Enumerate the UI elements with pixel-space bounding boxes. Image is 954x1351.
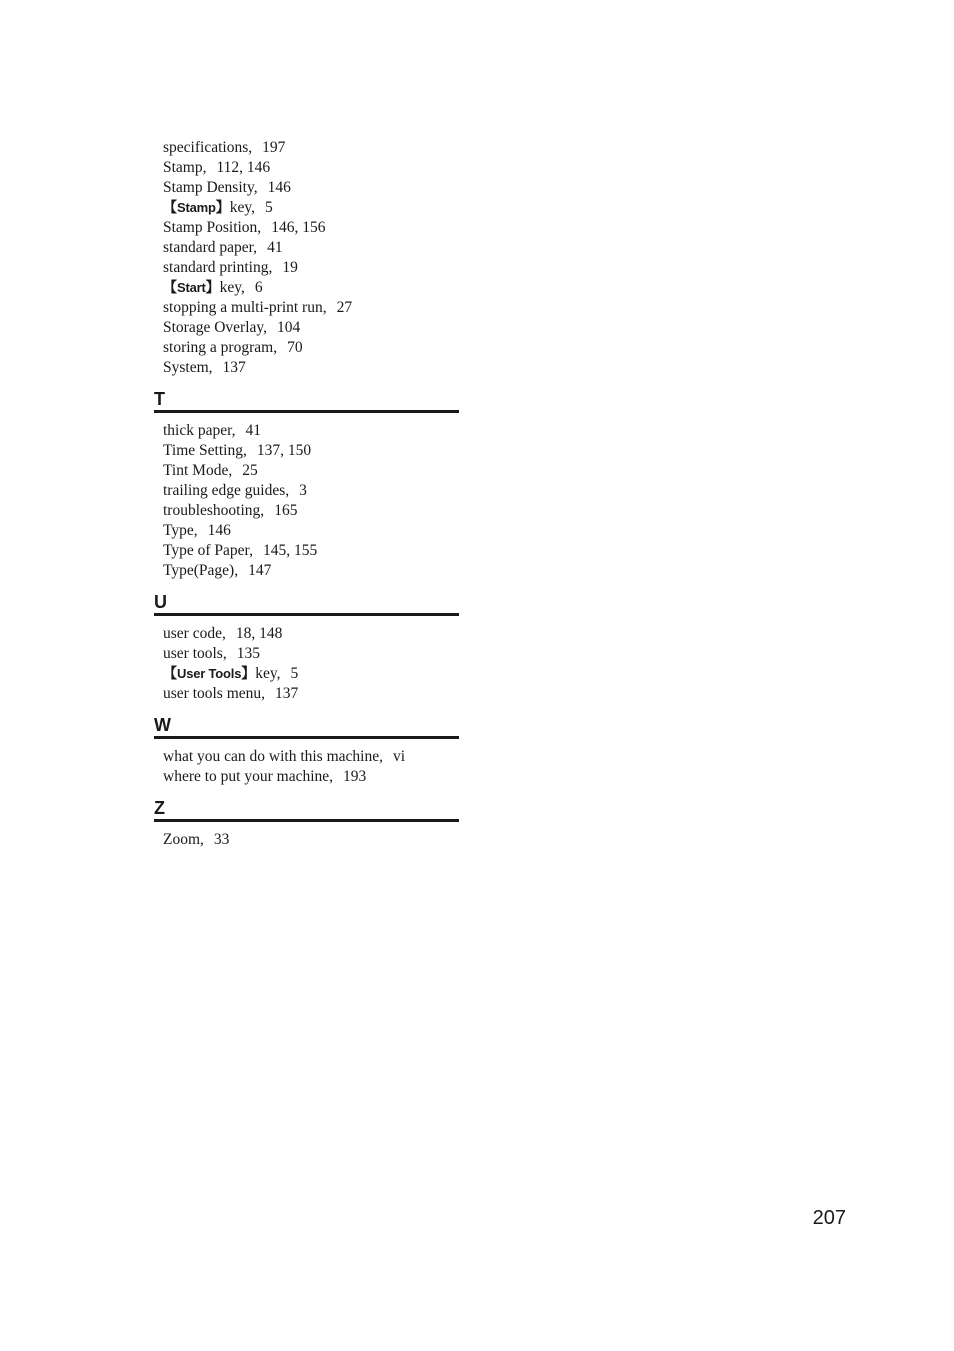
index-section-t (154, 388, 459, 581)
index-term: Type, (163, 522, 198, 539)
index-page-refs: 197 (262, 139, 286, 156)
index-term: key, (255, 665, 281, 682)
index-term: Stamp Density, (163, 179, 258, 196)
index-term: user code, (163, 625, 226, 642)
key-label (163, 665, 255, 682)
index-page-refs: 5 (264, 199, 273, 216)
index-term: key, (219, 279, 245, 296)
index-entry (163, 138, 459, 158)
index-page-refs: vi (392, 748, 406, 765)
index-term: Type(Page), (163, 562, 239, 579)
index-entry (163, 421, 459, 441)
key-bracket-open-icon: 【 (163, 200, 177, 216)
index-entry (163, 218, 459, 238)
index-list (154, 421, 459, 581)
index-entry (163, 358, 459, 378)
index-page-refs: 6 (254, 279, 263, 296)
key-bracket-close-icon: 】 (205, 280, 220, 296)
index-page-refs: 18, 148 (235, 625, 283, 642)
index-term: standard printing, (163, 259, 273, 276)
index-list-s-continued (154, 138, 459, 378)
index-entry (163, 521, 459, 541)
index-page-refs: 25 (242, 462, 258, 479)
section-heading: W (154, 714, 459, 739)
index-entry (163, 318, 459, 338)
key-bracket-close-icon: 】 (215, 200, 230, 216)
key-bracket-open-icon: 【 (163, 666, 177, 682)
key-label (163, 199, 230, 216)
section-heading: U (154, 591, 459, 616)
index-page-refs: 3 (299, 482, 307, 499)
index-page-refs: 165 (274, 502, 298, 519)
index-term: troubleshooting, (163, 502, 265, 519)
index-page-refs: 5 (290, 665, 299, 682)
index-page-refs: 112, 146 (216, 159, 271, 176)
index-page-refs: 104 (277, 319, 301, 336)
index-entry (163, 830, 459, 850)
index-entry (163, 644, 459, 664)
key-bracket-open-icon: 【 (163, 280, 177, 296)
index-term: Stamp Position, (163, 219, 262, 236)
key-name: User Tools (177, 666, 242, 681)
index-entry (163, 501, 459, 521)
index-term: user tools menu, (163, 685, 266, 702)
index-term: stopping a multi-print run, (163, 299, 327, 316)
page-number: 207 (812, 1207, 846, 1229)
key-name: Stamp (177, 200, 216, 215)
index-page-refs: 146 (207, 522, 231, 539)
index-entry (163, 258, 459, 278)
index-entry (163, 338, 459, 358)
index-entry (163, 178, 459, 198)
index-sections (154, 388, 459, 850)
index-page-refs: 41 (267, 239, 283, 256)
index-page-refs: 41 (245, 422, 262, 439)
index-page-refs: 137 (222, 359, 246, 376)
index-list (154, 624, 459, 704)
index-page-refs: 33 (213, 831, 230, 848)
index-entry-key (163, 664, 459, 684)
index-entry (163, 441, 459, 461)
index-term: what you can do with this machine, (163, 748, 383, 765)
index-term: storing a program, (163, 339, 278, 356)
index-list (154, 830, 459, 850)
index-term: Stamp, (163, 159, 207, 176)
index-entry-key (163, 278, 459, 298)
index-term: System, (163, 359, 213, 376)
index-section-z (154, 797, 459, 850)
index-page-refs: 146, 156 (271, 219, 326, 236)
key-label (163, 279, 220, 296)
index-page-refs: 135 (236, 645, 260, 662)
index-column (154, 138, 459, 850)
index-term: Tint Mode, (163, 462, 233, 479)
index-entry-key (163, 198, 459, 218)
index-entry (163, 561, 459, 581)
key-bracket-close-icon: 】 (241, 666, 256, 682)
section-heading: T (154, 388, 459, 413)
index-entry (163, 461, 459, 481)
index-term: user tools, (163, 645, 227, 662)
index-entry (163, 541, 459, 561)
index-page-refs: 146 (267, 179, 291, 196)
index-page-refs: 145, 155 (262, 542, 318, 559)
index-term: thick paper, (163, 422, 236, 439)
index-term: Type of Paper, (163, 542, 253, 559)
index-page-refs: 19 (282, 259, 298, 276)
index-term: specifications, (163, 139, 253, 156)
index-page-refs: 147 (248, 562, 272, 579)
index-page-refs: 70 (287, 339, 303, 356)
index-entry (163, 767, 459, 787)
index-entry (163, 684, 459, 704)
index-term: standard paper, (163, 239, 258, 256)
key-name: Start (177, 280, 206, 295)
index-section-u (154, 591, 459, 704)
index-term: Time Setting, (163, 442, 247, 459)
index-term: where to put your machine, (163, 768, 334, 785)
index-entry (163, 481, 459, 501)
index-section-w (154, 714, 459, 787)
index-term: Storage Overlay, (163, 319, 268, 336)
index-term: key, (229, 199, 255, 216)
index-entry (163, 298, 459, 318)
index-page-refs: 27 (336, 299, 353, 316)
index-page-refs: 137 (275, 685, 299, 702)
index-entry (163, 158, 459, 178)
index-list (154, 747, 459, 787)
index-page-refs: 137, 150 (256, 442, 312, 459)
index-term: trailing edge guides, (163, 482, 290, 499)
index-entry (163, 747, 459, 767)
index-entry (163, 238, 459, 258)
section-heading: Z (154, 797, 459, 822)
index-term: Zoom, (163, 831, 204, 848)
index-entry (163, 624, 459, 644)
index-page-refs: 193 (343, 768, 367, 785)
